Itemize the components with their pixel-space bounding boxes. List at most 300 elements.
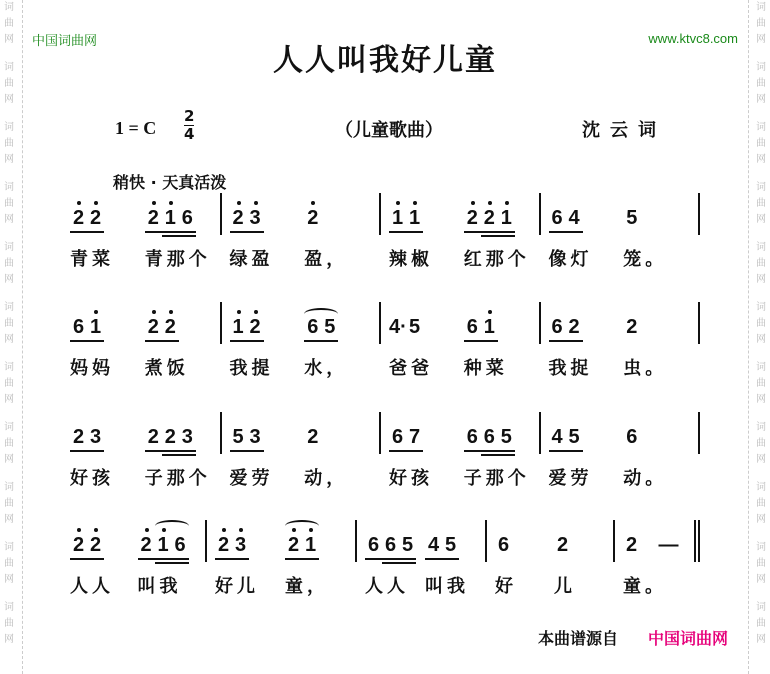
- note-digit: 5: [568, 426, 580, 448]
- beat: [229, 412, 305, 489]
- beat: [623, 193, 698, 270]
- high-octave-dot: [254, 310, 258, 314]
- notes: [304, 314, 338, 340]
- lyric: 好孩: [389, 468, 433, 489]
- note: [425, 532, 442, 558]
- watermark-char: 曲: [756, 138, 766, 149]
- eighth-underline: [145, 340, 162, 342]
- watermark-char: 网: [4, 454, 14, 465]
- note: [172, 532, 189, 558]
- beat: [389, 193, 464, 270]
- lyric: 儿: [554, 576, 576, 597]
- watermark-char: 曲: [756, 78, 766, 89]
- notes: [464, 424, 515, 450]
- beat: [70, 520, 138, 597]
- beat: [229, 302, 305, 379]
- notes: [70, 424, 104, 450]
- side-watermark-right: [754, 0, 768, 674]
- note: [399, 532, 416, 558]
- note-digit: 6: [72, 316, 85, 338]
- lyric: 好: [495, 576, 517, 597]
- watermark-char: 网: [756, 274, 766, 285]
- beat: [389, 302, 464, 379]
- sixteenth-underline: [172, 562, 189, 564]
- eighth-underline: [155, 558, 172, 560]
- eighth-underline: [230, 340, 247, 342]
- watermark-char: 词: [4, 422, 14, 433]
- watermark-char: 曲: [756, 438, 766, 449]
- eighth-underline: [464, 450, 481, 452]
- lyric: 盈，: [304, 249, 349, 270]
- measure: [381, 302, 541, 379]
- note-digit: 4: [568, 207, 580, 229]
- notes: [70, 314, 104, 340]
- lyric: 子那个: [463, 468, 530, 489]
- watermark-char: 网: [756, 454, 766, 465]
- note-digit: 5: [401, 534, 414, 556]
- notes: [230, 205, 264, 231]
- eighth-underline: [247, 340, 264, 342]
- note: [145, 314, 162, 340]
- beat: [304, 302, 379, 379]
- beat: [623, 302, 698, 379]
- eighth-underline: [70, 231, 87, 233]
- beat: [425, 520, 485, 597]
- sixteenth-underline: [481, 235, 498, 237]
- note: [87, 424, 104, 450]
- beat: [304, 412, 379, 489]
- watermark-char: 曲: [756, 498, 766, 509]
- lyric: 青那个: [144, 249, 211, 270]
- lyric: 人人: [365, 576, 409, 597]
- note-digit: 6: [181, 207, 193, 229]
- note-digit: 3: [234, 534, 247, 556]
- note-digit: 5: [444, 534, 457, 556]
- notes: [365, 532, 416, 558]
- eighth-underline: [230, 231, 247, 233]
- measure: [541, 302, 701, 379]
- lyric: 爱劳: [229, 468, 274, 489]
- watermark-char: 词: [4, 542, 14, 553]
- watermark-char: 曲: [4, 318, 14, 329]
- eighth-underline: [406, 450, 423, 452]
- beat: [495, 520, 554, 597]
- note-digit: 6: [384, 534, 397, 556]
- eighth-underline: [464, 231, 481, 233]
- eighth-underline: [215, 558, 232, 560]
- note-digit: 2: [217, 534, 230, 556]
- sixteenth-underline: [399, 562, 416, 564]
- note-digit: 2: [232, 207, 244, 229]
- eighth-underline: [230, 450, 247, 452]
- high-octave-dot: [237, 310, 241, 314]
- sixteenth-underline: [498, 454, 515, 456]
- note: [179, 424, 196, 450]
- notes: [304, 424, 321, 450]
- eighth-underline: [247, 450, 264, 452]
- watermark-char: 网: [4, 394, 14, 405]
- beat: [70, 193, 145, 270]
- note-digit: 2: [164, 316, 176, 338]
- notes: [389, 424, 423, 450]
- note-digit: 7: [408, 426, 421, 448]
- note-digit: 6: [466, 316, 478, 338]
- note-digit: 3: [249, 426, 261, 448]
- note: [389, 424, 406, 450]
- eighth-underline: [389, 231, 406, 233]
- notes: [389, 205, 423, 231]
- divider: [22, 0, 23, 674]
- lyric: 种菜: [463, 358, 508, 379]
- watermark-char: 网: [756, 514, 766, 525]
- watermark-char: 词: [756, 482, 766, 493]
- note-digit: 1: [500, 207, 512, 229]
- lyric: 子那个: [144, 468, 211, 489]
- eighth-underline: [172, 558, 189, 560]
- divider: [748, 0, 749, 674]
- note-digit: 6: [551, 207, 563, 229]
- eighth-underline: [162, 340, 179, 342]
- watermark-char: 网: [756, 34, 766, 45]
- watermark-char: 网: [756, 634, 766, 645]
- note: [464, 314, 481, 340]
- eighth-underline: [145, 231, 162, 233]
- sixteenth-underline: [155, 562, 172, 564]
- note-digit: 2: [72, 534, 85, 556]
- note-digit: 2: [249, 316, 261, 338]
- note-digit: 5: [500, 426, 512, 448]
- note-digit: 2: [72, 207, 85, 229]
- note: [406, 205, 423, 231]
- eighth-underline: [566, 231, 583, 233]
- watermark-char: 曲: [756, 618, 766, 629]
- measure: [381, 193, 541, 270]
- lyric: 绿盈: [229, 249, 274, 270]
- high-octave-dot: [77, 528, 81, 532]
- note: [232, 532, 249, 558]
- note-digit: 3: [181, 426, 193, 448]
- note-digit: 2: [147, 207, 159, 229]
- tempo-marking: 稍快 · 天真活泼: [113, 173, 227, 192]
- note: [389, 205, 406, 231]
- note: [70, 424, 87, 450]
- watermark-char: 词: [4, 602, 14, 613]
- note-digit: 3: [89, 426, 102, 448]
- watermark-char: 网: [4, 334, 14, 345]
- note-digit: 2: [466, 207, 478, 229]
- note: [247, 314, 264, 340]
- watermark-char: 曲: [4, 438, 14, 449]
- note: [623, 205, 640, 231]
- watermark-char: 词: [4, 2, 14, 13]
- note-digit: 4: [551, 426, 563, 448]
- watermark-char: 词: [756, 242, 766, 253]
- watermark-char: 曲: [4, 498, 14, 509]
- sixteenth-underline: [179, 454, 196, 456]
- eighth-underline: [247, 231, 264, 233]
- beat: [144, 302, 220, 379]
- measure: [65, 193, 222, 270]
- notes: [389, 314, 423, 340]
- genre: （儿童歌曲）: [335, 120, 443, 141]
- eighth-underline: [162, 450, 179, 452]
- lyric: 叫我: [137, 576, 182, 597]
- eighth-underline: [365, 558, 382, 560]
- eighth-underline: [382, 558, 399, 560]
- beat: [463, 412, 539, 489]
- eighth-underline: [389, 450, 406, 452]
- watermark-char: 词: [4, 122, 14, 133]
- note: [623, 314, 640, 340]
- time-denominator: 4: [184, 125, 195, 143]
- eighth-underline: [498, 231, 515, 233]
- note: [498, 424, 515, 450]
- note: [382, 532, 399, 558]
- note: [247, 424, 264, 450]
- eighth-underline: [399, 558, 416, 560]
- notes: [70, 205, 104, 231]
- score-row: [65, 412, 700, 492]
- watermark-char: 词: [756, 542, 766, 553]
- site-watermark-right: www.ktvc8.com: [648, 31, 738, 46]
- note-digit: 5: [408, 316, 421, 338]
- watermark-char: 词: [4, 62, 14, 73]
- watermark-char: 词: [4, 302, 14, 313]
- note: [658, 532, 679, 558]
- watermark-char: 网: [756, 154, 766, 165]
- note-digit: 6: [466, 426, 478, 448]
- notes: [464, 314, 498, 340]
- watermark-char: 网: [756, 214, 766, 225]
- eighth-underline: [442, 558, 459, 560]
- high-octave-dot: [145, 528, 149, 532]
- lyric: 童，: [285, 576, 329, 597]
- notes: [495, 532, 512, 558]
- note: [389, 314, 406, 340]
- notes: [549, 314, 583, 340]
- watermark-char: 网: [756, 94, 766, 105]
- beat: [554, 520, 613, 597]
- note-digit: 2: [626, 316, 638, 338]
- watermark-char: 网: [756, 394, 766, 405]
- note-digit: 2: [89, 207, 102, 229]
- lyric: 我捉: [548, 358, 593, 379]
- eighth-underline: [70, 450, 87, 452]
- sixteenth-underline: [498, 235, 515, 237]
- measure: [65, 412, 222, 489]
- notes: [425, 532, 459, 558]
- eighth-underline: [232, 558, 249, 560]
- lyric: 青菜: [70, 249, 114, 270]
- high-octave-dot: [254, 201, 258, 205]
- note-digit: 3: [249, 207, 261, 229]
- note-digit: 2: [307, 426, 319, 448]
- watermark-char: 网: [4, 574, 14, 585]
- watermark-char: 词: [756, 182, 766, 193]
- source-label: 本曲谱源自: [538, 629, 619, 648]
- sixteenth-underline: [481, 454, 498, 456]
- eighth-underline: [87, 450, 104, 452]
- notes: [549, 424, 583, 450]
- note-digit: 6: [174, 534, 186, 556]
- measure: [207, 520, 357, 597]
- note-digit: 4·: [389, 316, 407, 338]
- note: [215, 532, 232, 558]
- notes: [230, 424, 264, 450]
- eighth-underline: [138, 558, 155, 560]
- high-octave-dot: [505, 201, 509, 205]
- note-digit: 2: [89, 534, 102, 556]
- high-octave-dot: [169, 201, 173, 205]
- note-digit: 6: [626, 426, 638, 448]
- watermark-char: 曲: [756, 258, 766, 269]
- beat: [548, 412, 624, 489]
- lyric: 辣椒: [389, 249, 433, 270]
- lyric: 像灯: [548, 249, 593, 270]
- note-digit: 1: [391, 207, 404, 229]
- beat: [463, 302, 539, 379]
- eighth-underline: [549, 450, 566, 452]
- note: [138, 532, 155, 558]
- note-digit: 5: [324, 316, 336, 338]
- high-octave-dot: [77, 201, 81, 205]
- watermark-char: 词: [4, 182, 14, 193]
- note: [442, 532, 459, 558]
- sixteenth-underline: [162, 235, 179, 237]
- notes: [230, 314, 264, 340]
- note: [230, 424, 247, 450]
- note: [155, 532, 172, 558]
- beat: [389, 412, 464, 489]
- note-digit: 2: [556, 534, 569, 556]
- notes: [145, 424, 196, 450]
- high-octave-dot: [396, 201, 400, 205]
- note-digit: 2: [483, 207, 495, 229]
- notes: [285, 532, 319, 558]
- note: [162, 424, 179, 450]
- watermark-char: 网: [4, 214, 14, 225]
- beat: [285, 520, 355, 597]
- lyric: 妈妈: [70, 358, 114, 379]
- time-numerator: 2: [184, 107, 195, 125]
- watermark-char: 词: [756, 602, 766, 613]
- high-octave-dot: [471, 201, 475, 205]
- eighth-underline: [70, 340, 87, 342]
- note-digit: 1: [483, 316, 495, 338]
- watermark-char: 词: [756, 2, 766, 13]
- slur: [304, 308, 338, 320]
- slur: [285, 520, 319, 532]
- lyric: 动。: [623, 468, 668, 489]
- watermark-char: 曲: [756, 18, 766, 29]
- measure: [381, 412, 541, 489]
- note: [406, 314, 423, 340]
- note: [230, 314, 247, 340]
- note-digit: 5: [626, 207, 638, 229]
- side-watermark-left: [2, 0, 16, 674]
- watermark-char: 词: [756, 122, 766, 133]
- lyric: 红那个: [463, 249, 530, 270]
- watermark-char: 网: [4, 94, 14, 105]
- lyric: 水，: [304, 358, 349, 379]
- note: [87, 205, 104, 231]
- sixteenth-underline: [382, 562, 399, 564]
- lyric: 虫。: [623, 358, 668, 379]
- lyric: 爸爸: [389, 358, 433, 379]
- lyric: 好儿: [215, 576, 259, 597]
- note: [145, 205, 162, 231]
- lyric: 煮饭: [144, 358, 189, 379]
- note: [464, 424, 481, 450]
- note-digit: 2: [625, 534, 638, 556]
- note: [495, 532, 512, 558]
- source-site: 中国词曲网: [648, 629, 729, 648]
- high-octave-dot: [413, 201, 417, 205]
- watermark-char: 曲: [4, 378, 14, 389]
- note-digit: 5: [232, 426, 244, 448]
- watermark-char: 词: [756, 302, 766, 313]
- watermark-char: 词: [4, 242, 14, 253]
- note: [230, 205, 247, 231]
- watermark-char: 词: [756, 62, 766, 73]
- watermark-char: 词: [756, 362, 766, 373]
- note: [87, 314, 104, 340]
- measure: [541, 193, 701, 270]
- watermark-char: 曲: [756, 558, 766, 569]
- high-octave-dot: [239, 528, 243, 532]
- note: [304, 424, 321, 450]
- note: [145, 424, 162, 450]
- note: [87, 532, 104, 558]
- key-signature: 1 = C: [115, 118, 157, 138]
- watermark-char: 曲: [756, 198, 766, 209]
- eighth-underline: [87, 558, 104, 560]
- note: [554, 532, 571, 558]
- note-digit: 1: [232, 316, 244, 338]
- note: [365, 532, 382, 558]
- slur: [155, 520, 189, 532]
- note: [566, 424, 583, 450]
- watermark-char: 曲: [756, 318, 766, 329]
- note: [549, 424, 566, 450]
- eighth-underline: [481, 340, 498, 342]
- high-octave-dot: [222, 528, 226, 532]
- eighth-underline: [481, 231, 498, 233]
- note: [70, 314, 87, 340]
- measure: [222, 193, 382, 270]
- notes: [215, 532, 249, 558]
- watermark-char: 曲: [4, 618, 14, 629]
- lyric: 好孩: [70, 468, 114, 489]
- note: [623, 532, 640, 558]
- eighth-underline: [179, 450, 196, 452]
- notes: [658, 532, 679, 558]
- note: [566, 314, 583, 340]
- eighth-underline: [481, 450, 498, 452]
- watermark-char: 网: [4, 154, 14, 165]
- eighth-underline: [87, 340, 104, 342]
- note: [304, 205, 321, 231]
- note-digit: 1: [89, 316, 102, 338]
- high-octave-dot: [94, 528, 98, 532]
- lyric: 叫我: [425, 576, 469, 597]
- site-watermark-left: 中国词曲网: [32, 34, 98, 49]
- lyric: 人人: [70, 576, 114, 597]
- eighth-underline: [87, 231, 104, 233]
- watermark-char: 网: [4, 34, 14, 45]
- note-digit: 2: [140, 534, 152, 556]
- note: [623, 424, 640, 450]
